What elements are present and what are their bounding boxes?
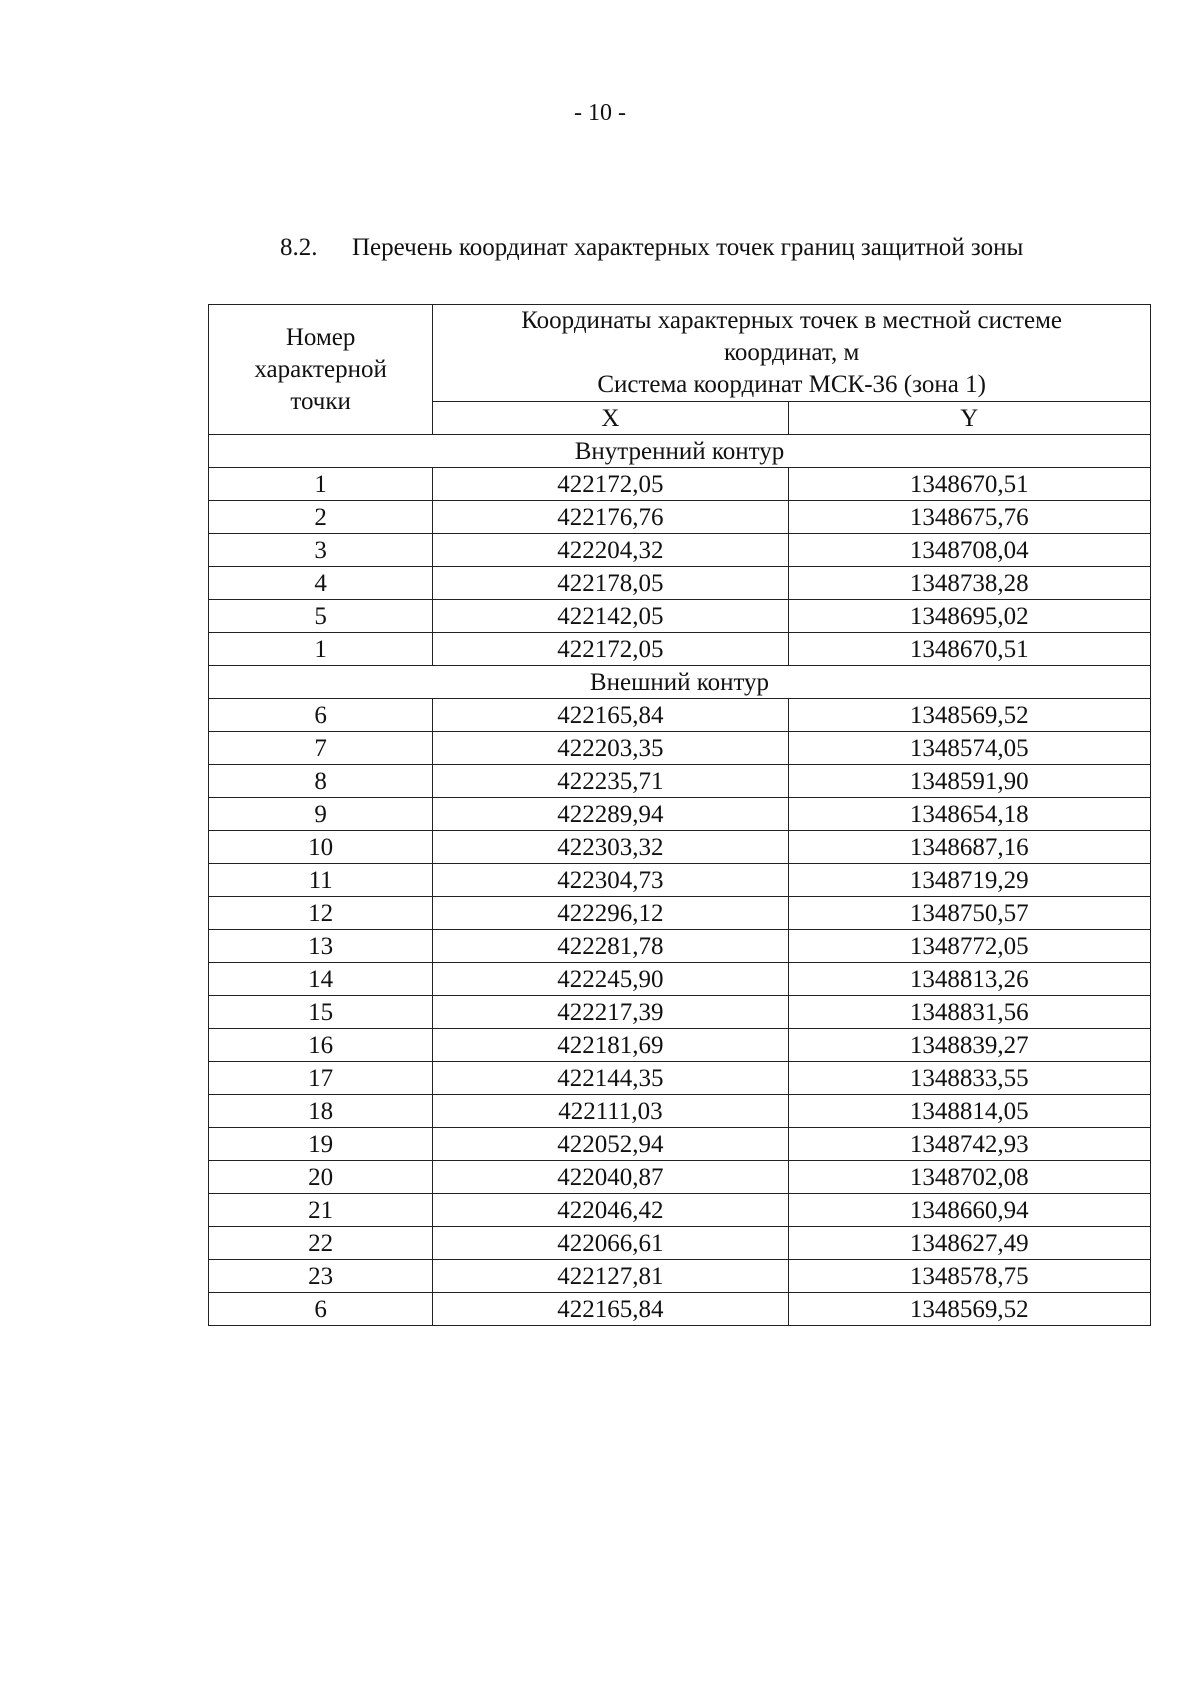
header-point-line: точки (290, 387, 351, 415)
table-row (209, 1062, 1151, 1095)
x-coordinate-cell: 422304,73 (433, 864, 788, 897)
x-coordinate-cell: 422204,32 (433, 534, 788, 567)
table-row (209, 1194, 1151, 1227)
y-coordinate-cell: 1348772,05 (788, 930, 1150, 963)
x-coordinate-cell: 422281,78 (433, 930, 788, 963)
header-coords-line: Координаты характерных точек в местной системе (521, 307, 1062, 334)
point-number-cell: 5 (209, 600, 433, 633)
y-coordinate-cell: 1348569,52 (788, 1293, 1150, 1326)
x-coordinate-cell: 422127,81 (433, 1260, 788, 1293)
x-coordinate-cell: 422172,05 (433, 633, 788, 666)
point-number-cell: 8 (209, 765, 433, 798)
point-number-cell: 4 (209, 567, 433, 600)
page-number: - 10 - (574, 100, 626, 126)
point-number-cell: 6 (209, 1293, 433, 1326)
section-title-cell: Внутренний контур (209, 435, 1151, 468)
table-row (209, 567, 1151, 600)
point-number-cell: 17 (209, 1062, 433, 1095)
x-coordinate-cell: 422235,71 (433, 765, 788, 798)
point-number-cell: 6 (209, 699, 433, 732)
table-row (209, 1293, 1151, 1326)
y-coordinate-cell: 1348670,51 (788, 468, 1150, 501)
table-row (209, 534, 1151, 567)
y-coordinate-cell: 1348719,29 (788, 864, 1150, 897)
point-number-cell: 1 (209, 468, 433, 501)
point-number-cell: 16 (209, 1029, 433, 1062)
point-number-cell: 12 (209, 897, 433, 930)
y-coordinate-cell: 1348675,76 (788, 501, 1150, 534)
section-title: Перечень координат характерных точек границ защитной зоны (352, 234, 1024, 261)
section-number: 8.2. (280, 234, 318, 261)
y-coordinate-cell: 1348687,16 (788, 831, 1150, 864)
table-row (209, 633, 1151, 666)
table-row (209, 732, 1151, 765)
y-coordinate-cell: 1348627,49 (788, 1227, 1150, 1260)
section-row (209, 666, 1151, 699)
point-number-cell: 11 (209, 864, 433, 897)
y-coordinate-cell: 1348833,55 (788, 1062, 1150, 1095)
header-y: Y (788, 402, 1150, 435)
x-coordinate-cell: 422178,05 (433, 567, 788, 600)
y-coordinate-cell: 1348738,28 (788, 567, 1150, 600)
header-point-line: Номер (285, 323, 356, 351)
point-number-cell: 9 (209, 798, 433, 831)
table-row (209, 1095, 1151, 1128)
x-coordinate-cell: 422111,03 (433, 1095, 788, 1128)
table-row (209, 1260, 1151, 1293)
x-coordinate-cell: 422245,90 (433, 963, 788, 996)
table-row (209, 501, 1151, 534)
y-coordinate-cell: 1348839,27 (788, 1029, 1150, 1062)
point-number-cell: 7 (209, 732, 433, 765)
y-coordinate-cell: 1348569,52 (788, 699, 1150, 732)
x-coordinate-cell: 422217,39 (433, 996, 788, 1029)
table-row (209, 1161, 1151, 1194)
header-coords-line: координат, м (723, 339, 860, 366)
point-number-cell: 19 (209, 1128, 433, 1161)
x-coordinate-cell: 422165,84 (433, 699, 788, 732)
table-row (209, 831, 1151, 864)
header-coords-line: Система координат МСК-36 (зона 1) (597, 371, 986, 398)
point-number-cell: 23 (209, 1260, 433, 1293)
table-body (209, 435, 1151, 1326)
x-coordinate-cell: 422066,61 (433, 1227, 788, 1260)
table-row (209, 1227, 1151, 1260)
point-number-cell: 20 (209, 1161, 433, 1194)
point-number-cell: 1 (209, 633, 433, 666)
coordinates-table (208, 304, 1151, 1326)
y-coordinate-cell: 1348831,56 (788, 996, 1150, 1029)
table-row (209, 600, 1151, 633)
table-row (209, 765, 1151, 798)
x-coordinate-cell: 422289,94 (433, 798, 788, 831)
table-row (209, 468, 1151, 501)
x-coordinate-cell: 422296,12 (433, 897, 788, 930)
table-row (209, 1128, 1151, 1161)
table-row (209, 963, 1151, 996)
y-coordinate-cell: 1348708,04 (788, 534, 1150, 567)
x-coordinate-cell: 422303,32 (433, 831, 788, 864)
y-coordinate-cell: 1348574,05 (788, 732, 1150, 765)
section-row (209, 435, 1151, 468)
table-row (209, 897, 1151, 930)
y-coordinate-cell: 1348670,51 (788, 633, 1150, 666)
x-coordinate-cell: 422203,35 (433, 732, 788, 765)
header-point-line: характерной (254, 355, 387, 383)
point-number-cell: 21 (209, 1194, 433, 1227)
y-coordinate-cell: 1348750,57 (788, 897, 1150, 930)
y-coordinate-cell: 1348591,90 (788, 765, 1150, 798)
x-coordinate-cell: 422046,42 (433, 1194, 788, 1227)
point-number-cell: 3 (209, 534, 433, 567)
x-coordinate-cell: 422144,35 (433, 1062, 788, 1095)
y-coordinate-cell: 1348695,02 (788, 600, 1150, 633)
y-coordinate-cell: 1348702,08 (788, 1161, 1150, 1194)
point-number-cell: 2 (209, 501, 433, 534)
x-coordinate-cell: 422040,87 (433, 1161, 788, 1194)
header-x: X (433, 402, 788, 435)
y-coordinate-cell: 1348814,05 (788, 1095, 1150, 1128)
y-coordinate-cell: 1348660,94 (788, 1194, 1150, 1227)
y-coordinate-cell: 1348742,93 (788, 1128, 1150, 1161)
point-number-cell: 13 (209, 930, 433, 963)
table-row (209, 798, 1151, 831)
x-coordinate-cell: 422142,05 (433, 600, 788, 633)
header-coordinates (433, 305, 1151, 402)
table-row (209, 864, 1151, 897)
table-row (209, 699, 1151, 732)
x-coordinate-cell: 422181,69 (433, 1029, 788, 1062)
table-row (209, 1029, 1151, 1062)
point-number-cell: 14 (209, 963, 433, 996)
header-point-number (209, 305, 433, 435)
point-number-cell: 10 (209, 831, 433, 864)
y-coordinate-cell: 1348813,26 (788, 963, 1150, 996)
y-coordinate-cell: 1348654,18 (788, 798, 1150, 831)
point-number-cell: 18 (209, 1095, 433, 1128)
x-coordinate-cell: 422172,05 (433, 468, 788, 501)
x-coordinate-cell: 422052,94 (433, 1128, 788, 1161)
table-row (209, 996, 1151, 1029)
x-coordinate-cell: 422165,84 (433, 1293, 788, 1326)
section-heading (280, 234, 1023, 262)
y-coordinate-cell: 1348578,75 (788, 1260, 1150, 1293)
table-row (209, 930, 1151, 963)
table-header-row (209, 305, 1151, 402)
section-title-cell: Внешний контур (209, 666, 1151, 699)
x-coordinate-cell: 422176,76 (433, 501, 788, 534)
point-number-cell: 15 (209, 996, 433, 1029)
point-number-cell: 22 (209, 1227, 433, 1260)
